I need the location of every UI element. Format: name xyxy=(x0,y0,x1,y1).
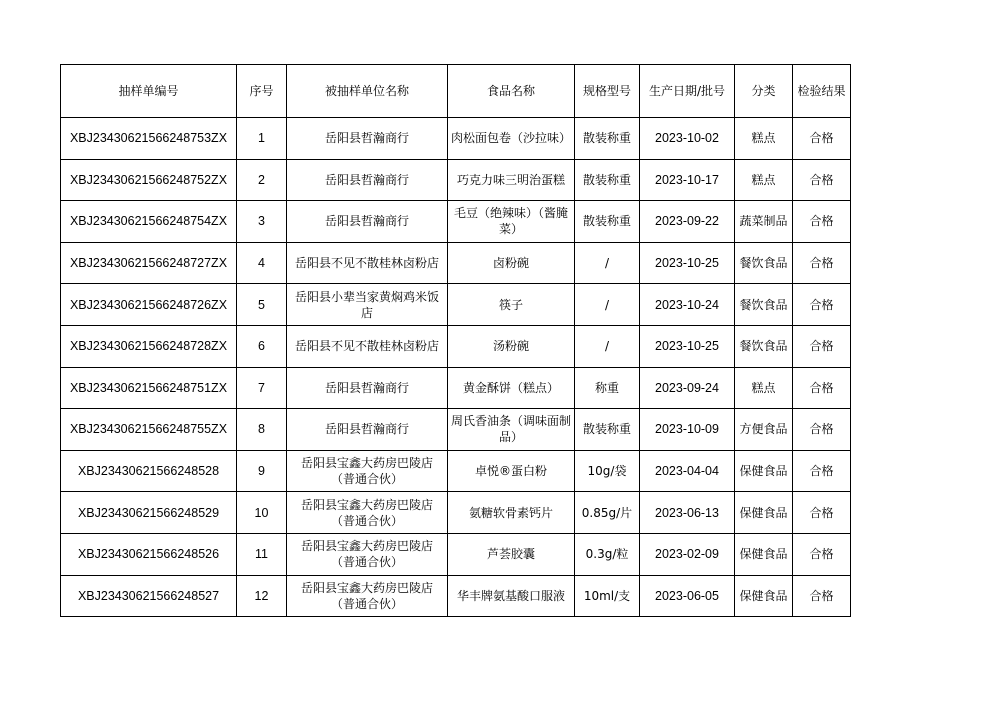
sampled-unit-cell: 岳阳县宝鑫大药房巴陵店（普通合伙） xyxy=(287,533,448,575)
food-name-cell: 卓悦®蛋白粉 xyxy=(448,450,575,492)
sampled-unit-cell: 岳阳县哲瀚商行 xyxy=(287,367,448,409)
table-row xyxy=(61,575,851,617)
result-cell: 合格 xyxy=(793,575,851,617)
sample-number-cell: XBJ23430621566248726ZX xyxy=(61,284,237,326)
specification-cell: / xyxy=(575,325,640,367)
serial-number-cell: 2 xyxy=(237,159,287,201)
specification-cell: 10ml/支 xyxy=(575,575,640,617)
food-name-cell: 肉松面包卷（沙拉味） xyxy=(448,118,575,160)
production-date-cell: 2023-10-25 xyxy=(640,325,735,367)
serial-number-cell: 4 xyxy=(237,242,287,284)
sample-number-cell: XBJ23430621566248754ZX xyxy=(61,201,237,243)
inspection-results-table xyxy=(60,64,851,617)
sample-number-cell: XBJ23430621566248755ZX xyxy=(61,409,237,451)
table-row xyxy=(61,450,851,492)
specification-cell: 称重 xyxy=(575,367,640,409)
header-specification: 规格型号 xyxy=(575,65,640,118)
category-cell: 蔬菜制品 xyxy=(735,201,793,243)
production-date-cell: 2023-10-25 xyxy=(640,242,735,284)
table-row xyxy=(61,325,851,367)
sampled-unit-cell: 岳阳县哲瀚商行 xyxy=(287,159,448,201)
serial-number-cell: 12 xyxy=(237,575,287,617)
sampled-unit-cell: 岳阳县宝鑫大药房巴陵店（普通合伙） xyxy=(287,575,448,617)
sample-number-cell: XBJ23430621566248751ZX xyxy=(61,367,237,409)
sample-number-cell: XBJ23430621566248753ZX xyxy=(61,118,237,160)
specification-cell: 0.3g/粒 xyxy=(575,533,640,575)
serial-number-cell: 10 xyxy=(237,492,287,534)
result-cell: 合格 xyxy=(793,367,851,409)
category-cell: 餐饮食品 xyxy=(735,284,793,326)
sampled-unit-cell: 岳阳县宝鑫大药房巴陵店（普通合伙） xyxy=(287,492,448,534)
specification-cell: 散装称重 xyxy=(575,201,640,243)
header-sampled-unit: 被抽样单位名称 xyxy=(287,65,448,118)
table-row xyxy=(61,242,851,284)
sample-number-cell: XBJ23430621566248752ZX xyxy=(61,159,237,201)
specification-cell: 散装称重 xyxy=(575,159,640,201)
food-name-cell: 芦荟胶囊 xyxy=(448,533,575,575)
production-date-cell: 2023-09-22 xyxy=(640,201,735,243)
category-cell: 保健食品 xyxy=(735,450,793,492)
category-cell: 保健食品 xyxy=(735,492,793,534)
food-name-cell: 毛豆（绝辣味）（酱腌菜） xyxy=(448,201,575,243)
serial-number-cell: 6 xyxy=(237,325,287,367)
header-row xyxy=(61,65,851,118)
table-row xyxy=(61,367,851,409)
serial-number-cell: 9 xyxy=(237,450,287,492)
production-date-cell: 2023-10-09 xyxy=(640,409,735,451)
result-cell: 合格 xyxy=(793,325,851,367)
food-name-cell: 氨糖软骨素钙片 xyxy=(448,492,575,534)
result-cell: 合格 xyxy=(793,118,851,160)
result-cell: 合格 xyxy=(793,492,851,534)
table-row xyxy=(61,284,851,326)
category-cell: 保健食品 xyxy=(735,575,793,617)
sampled-unit-cell: 岳阳县不见不散桂林卤粉店 xyxy=(287,325,448,367)
food-name-cell: 黄金酥饼（糕点） xyxy=(448,367,575,409)
table-row xyxy=(61,492,851,534)
sample-number-cell: XBJ23430621566248527 xyxy=(61,575,237,617)
production-date-cell: 2023-02-09 xyxy=(640,533,735,575)
serial-number-cell: 3 xyxy=(237,201,287,243)
production-date-cell: 2023-10-02 xyxy=(640,118,735,160)
header-food-name: 食品名称 xyxy=(448,65,575,118)
header-category: 分类 xyxy=(735,65,793,118)
result-cell: 合格 xyxy=(793,242,851,284)
production-date-cell: 2023-06-05 xyxy=(640,575,735,617)
production-date-cell: 2023-04-04 xyxy=(640,450,735,492)
table-row xyxy=(61,118,851,160)
category-cell: 糕点 xyxy=(735,367,793,409)
food-name-cell: 汤粉碗 xyxy=(448,325,575,367)
specification-cell: 散装称重 xyxy=(575,409,640,451)
category-cell: 方便食品 xyxy=(735,409,793,451)
result-cell: 合格 xyxy=(793,450,851,492)
table-row xyxy=(61,201,851,243)
production-date-cell: 2023-10-24 xyxy=(640,284,735,326)
sampled-unit-cell: 岳阳县不见不散桂林卤粉店 xyxy=(287,242,448,284)
specification-cell: / xyxy=(575,242,640,284)
category-cell: 餐饮食品 xyxy=(735,242,793,284)
food-name-cell: 华丰牌氨基酸口服液 xyxy=(448,575,575,617)
specification-cell: 10g/袋 xyxy=(575,450,640,492)
serial-number-cell: 1 xyxy=(237,118,287,160)
sampled-unit-cell: 岳阳县哲瀚商行 xyxy=(287,118,448,160)
food-name-cell: 卤粉碗 xyxy=(448,242,575,284)
header-result: 检验结果 xyxy=(793,65,851,118)
production-date-cell: 2023-06-13 xyxy=(640,492,735,534)
result-cell: 合格 xyxy=(793,533,851,575)
serial-number-cell: 5 xyxy=(237,284,287,326)
header-serial-number: 序号 xyxy=(237,65,287,118)
result-cell: 合格 xyxy=(793,159,851,201)
production-date-cell: 2023-10-17 xyxy=(640,159,735,201)
category-cell: 餐饮食品 xyxy=(735,325,793,367)
specification-cell: 散装称重 xyxy=(575,118,640,160)
specification-cell: / xyxy=(575,284,640,326)
serial-number-cell: 11 xyxy=(237,533,287,575)
result-cell: 合格 xyxy=(793,201,851,243)
sampled-unit-cell: 岳阳县小辈当家黄焖鸡米饭店 xyxy=(287,284,448,326)
food-name-cell: 周氏香油条（调味面制品） xyxy=(448,409,575,451)
header-sample-number: 抽样单编号 xyxy=(61,65,237,118)
header-production-date: 生产日期/批号 xyxy=(640,65,735,118)
sample-number-cell: XBJ23430621566248727ZX xyxy=(61,242,237,284)
production-date-cell: 2023-09-24 xyxy=(640,367,735,409)
table-row xyxy=(61,533,851,575)
sample-number-cell: XBJ23430621566248529 xyxy=(61,492,237,534)
specification-cell: 0.85g/片 xyxy=(575,492,640,534)
sample-number-cell: XBJ23430621566248526 xyxy=(61,533,237,575)
sampled-unit-cell: 岳阳县哲瀚商行 xyxy=(287,409,448,451)
sample-number-cell: XBJ23430621566248728ZX xyxy=(61,325,237,367)
serial-number-cell: 8 xyxy=(237,409,287,451)
result-cell: 合格 xyxy=(793,409,851,451)
category-cell: 糕点 xyxy=(735,118,793,160)
result-cell: 合格 xyxy=(793,284,851,326)
table-row xyxy=(61,159,851,201)
category-cell: 保健食品 xyxy=(735,533,793,575)
food-name-cell: 巧克力味三明治蛋糕 xyxy=(448,159,575,201)
category-cell: 糕点 xyxy=(735,159,793,201)
sample-number-cell: XBJ23430621566248528 xyxy=(61,450,237,492)
table-row xyxy=(61,409,851,451)
sampled-unit-cell: 岳阳县哲瀚商行 xyxy=(287,201,448,243)
serial-number-cell: 7 xyxy=(237,367,287,409)
sampled-unit-cell: 岳阳县宝鑫大药房巴陵店（普通合伙） xyxy=(287,450,448,492)
food-name-cell: 筷子 xyxy=(448,284,575,326)
